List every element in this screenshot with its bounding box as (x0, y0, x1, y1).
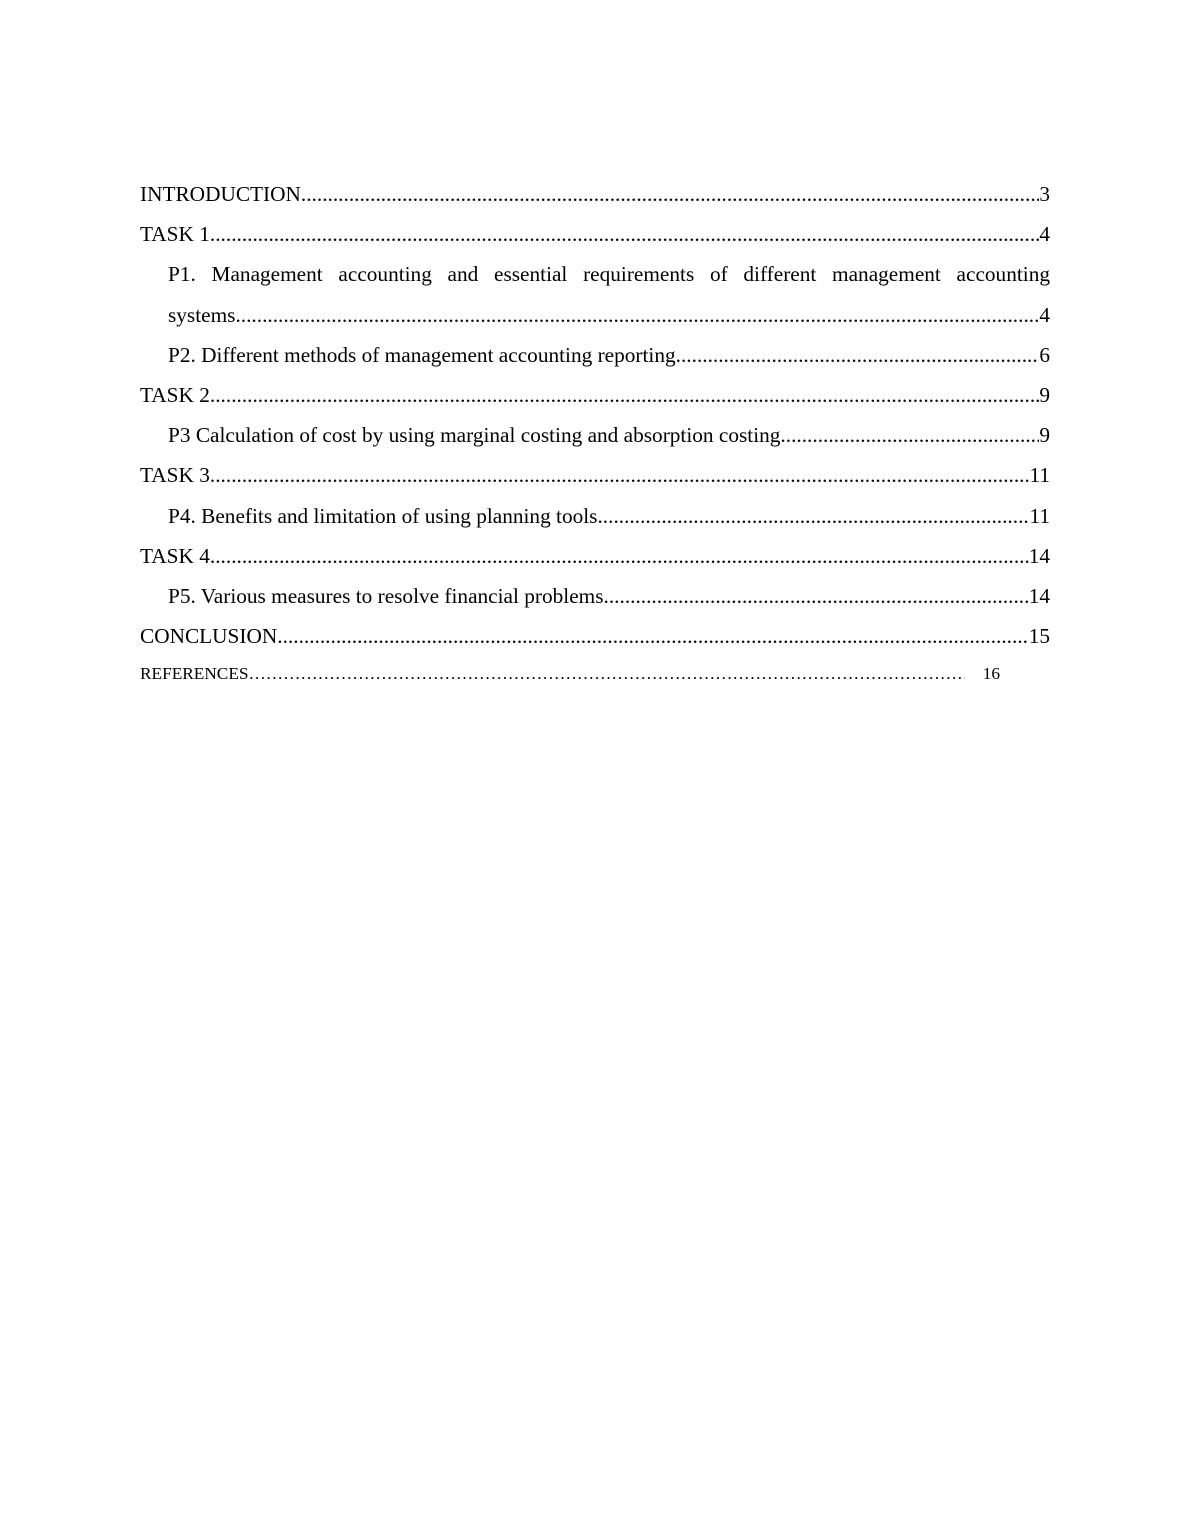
toc-page-number: 6 (1039, 342, 1050, 367)
toc-entry-p5[interactable] (140, 576, 1050, 616)
toc-page-number: 14 (1028, 543, 1050, 568)
toc-entry-task-2[interactable] (140, 375, 1050, 415)
toc-entry-label: P1. Management accounting and essential requirements of different management accounting (168, 262, 1050, 287)
toc-entry-task-4[interactable] (140, 536, 1050, 576)
toc-entry-label: CONCLUSION (140, 624, 278, 649)
toc-entry-task-3[interactable] (140, 455, 1050, 495)
toc-entry-label: P5. Various measures to resolve financial problems (168, 583, 604, 608)
toc-entry-label: P3 Calculation of cost by using marginal costing and absorption costing (168, 423, 781, 448)
toc-dot-leader (301, 174, 1039, 214)
toc-entry-label: P4. Benefits and limitation of using planning tools (168, 503, 598, 528)
toc-page-number: 14 (1028, 583, 1050, 608)
toc-entry-p4[interactable] (140, 496, 1050, 536)
toc-dot-leader (780, 415, 1039, 455)
toc-entry-references[interactable] (140, 656, 1000, 692)
toc-dot-leader (277, 616, 1028, 656)
toc-entry-label: REFERENCES (140, 664, 249, 684)
toc-entry-label: systems (168, 302, 236, 327)
toc-page-number: 9 (1039, 423, 1050, 448)
toc-page-number: 11 (1029, 503, 1050, 528)
toc-entry-task-1[interactable] (140, 214, 1050, 254)
toc-page-number: 3 (1039, 182, 1050, 206)
table-of-contents (140, 174, 1050, 692)
toc-entry-p3[interactable] (140, 415, 1050, 455)
toc-page-number: 15 (1028, 624, 1050, 649)
toc-entry-p1-line-2[interactable] (140, 295, 1050, 335)
toc-dot-leader (597, 496, 1029, 536)
toc-entry-label: TASK 2 (140, 382, 210, 407)
toc-page-number: 11 (1029, 463, 1050, 488)
toc-entry-p1-line-1[interactable] (140, 254, 1050, 294)
toc-dot-leader (210, 455, 1030, 495)
toc-entry-label: TASK 1 (140, 222, 210, 247)
toc-entry-label: TASK 3 (140, 463, 210, 488)
toc-page-number: 4 (1039, 222, 1050, 247)
toc-dot-leader (604, 576, 1029, 616)
toc-entry-p2[interactable] (140, 335, 1050, 375)
toc-dot-leader (676, 335, 1040, 375)
toc-dot-leader (210, 536, 1029, 576)
toc-dot-leader (210, 214, 1039, 254)
toc-entry-introduction[interactable] (140, 174, 1050, 214)
toc-dot-leader (210, 375, 1039, 415)
toc-page-number: 4 (1039, 302, 1050, 327)
toc-page-number: 9 (1039, 382, 1050, 407)
toc-page-number: 16 (982, 664, 1000, 684)
toc-dot-leader (249, 656, 965, 692)
toc-entry-label: P2. Different methods of management accounting reporting (168, 342, 676, 367)
toc-dot-leader (235, 295, 1039, 335)
toc-entry-label: INTRODUCTION (140, 182, 301, 206)
toc-entry-conclusion[interactable] (140, 616, 1050, 656)
toc-entry-label: TASK 4 (140, 543, 210, 568)
